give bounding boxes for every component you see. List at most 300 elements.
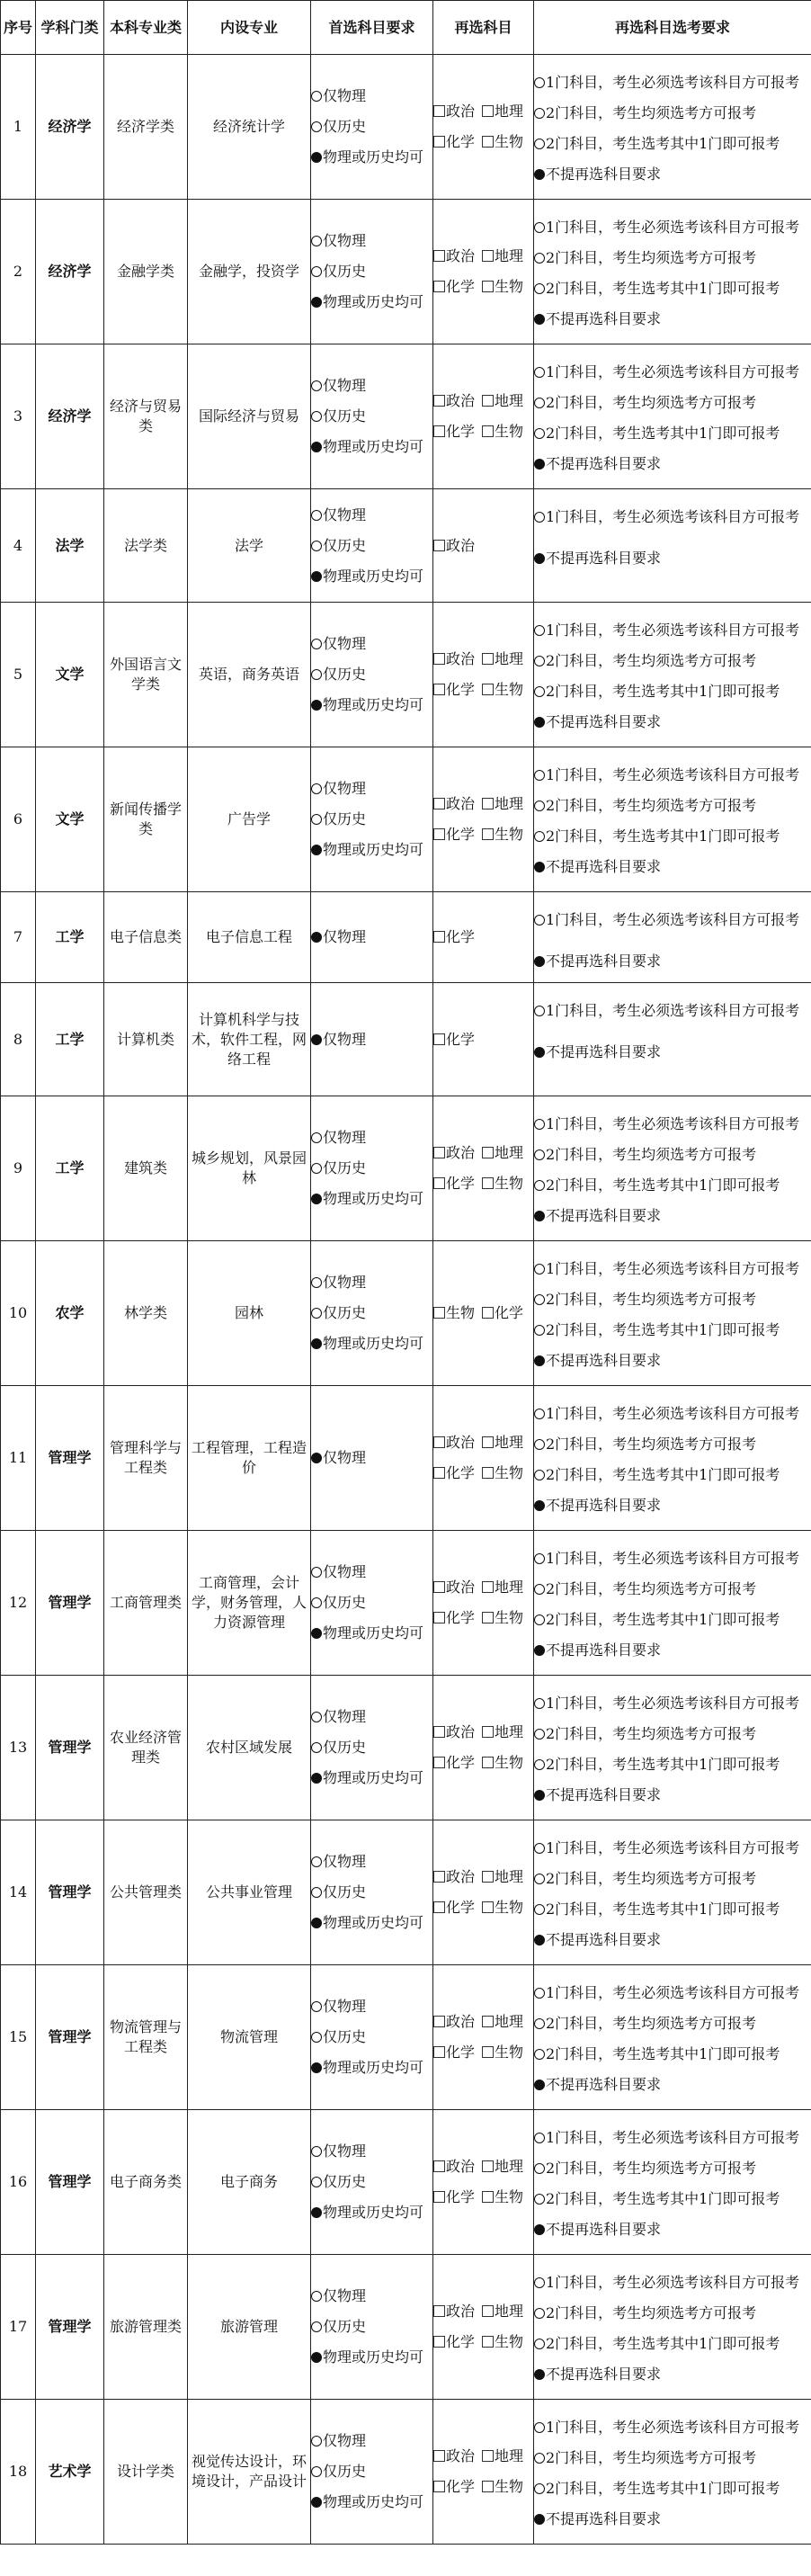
second-subject-option[interactable] [482,127,523,157]
checkbox-icon [433,2046,445,2058]
empty-circle-icon [534,1904,545,1915]
requirement-option[interactable] [534,449,811,479]
checkbox-icon [433,2450,445,2462]
requirement-option[interactable] [534,1833,811,1864]
requirement-option[interactable] [534,159,811,190]
second-subject-option[interactable] [433,2182,482,2213]
checkbox-icon [482,1307,494,1319]
second-subject-option[interactable] [482,2182,523,2213]
requirement-option[interactable] [534,2359,811,2390]
requirement-option[interactable] [534,1109,811,1140]
first-subject-option[interactable] [311,1267,432,1298]
requirement-option[interactable] [534,1170,811,1201]
category-cell: 农业经济管理类 [104,1676,188,1820]
row-index: 5 [1,603,36,747]
discipline-cell: 工学 [36,1096,104,1241]
second-subject-option[interactable] [433,416,482,447]
second-subject-option[interactable] [433,127,482,157]
requirement-option[interactable] [534,1460,811,1490]
first-subject-option[interactable] [311,2281,432,2312]
first-subject-option[interactable] [311,804,432,835]
second-requirement-cell [534,2255,811,2400]
first-subject-option[interactable] [311,690,432,720]
checkbox-icon [433,395,445,407]
requirement-option[interactable] [534,646,811,676]
requirement-option[interactable] [534,129,811,159]
requirement-option[interactable] [534,676,811,707]
requirement-option[interactable] [534,2473,811,2504]
second-subject-option[interactable] [482,2327,523,2357]
checkbox-icon [433,1177,445,1189]
checkbox-icon [482,1177,494,1189]
filled-circle-icon [534,553,545,564]
second-subject-option[interactable] [433,819,482,850]
second-subject-option[interactable] [482,2472,523,2502]
table-row [1,892,811,983]
requirement-option[interactable] [534,273,811,304]
first-subject-option[interactable] [311,1153,432,1184]
empty-circle-icon [534,1874,545,1884]
table-row [1,1820,811,1965]
first-subject-option[interactable] [311,1732,432,1763]
requirement-option[interactable] [534,1284,811,1315]
option-label: 仅历史 [323,1594,367,1611]
requirement-option[interactable] [534,1719,811,1749]
second-requirement-cell [534,1676,811,1820]
second-subject-option[interactable] [482,1458,523,1489]
second-subject-option[interactable] [433,2037,482,2068]
table-row [1,489,811,603]
second-subject-option[interactable] [433,1717,482,1748]
major-cell: 电子信息工程 [188,892,311,983]
row-index: 2 [1,200,36,344]
requirement-option[interactable] [534,357,811,388]
table-row [1,1241,811,1386]
second-subject-option[interactable] [482,416,523,447]
requirement-option[interactable] [534,946,811,977]
second-subject-line [433,1024,533,1055]
option-label: 地理 [495,1868,524,1885]
second-subject-option[interactable] [482,96,523,127]
first-subject-option[interactable] [311,2197,432,2228]
major-cell: 物流管理 [188,1965,311,2110]
second-subject-cell [433,2255,534,2400]
empty-circle-icon [534,656,545,666]
first-subject-option[interactable] [311,1991,432,2022]
second-subject-option[interactable] [482,1572,523,1603]
second-subject-cell [433,1820,534,1965]
second-subject-option[interactable] [482,2296,523,2327]
second-subject-option[interactable] [482,1862,523,1892]
second-subject-line [433,1427,533,1458]
discipline-cell: 管理学 [36,2110,104,2255]
option-label: 政治 [446,1434,476,1451]
second-subject-option[interactable] [433,2007,482,2037]
option-label: 化学 [446,826,476,843]
table-row [1,603,811,747]
requirement-option[interactable] [534,2008,811,2039]
requirement-option[interactable] [534,791,811,821]
first-subject-option[interactable] [311,287,432,318]
checkbox-icon [433,1726,445,1738]
second-subject-option[interactable] [433,1168,482,1199]
second-subject-option[interactable] [433,1458,482,1489]
second-subject-option[interactable] [433,1892,482,1923]
first-subject-option[interactable] [311,1298,432,1328]
option-label: 仅历史 [323,810,367,827]
second-subject-line [433,789,533,819]
requirement-option[interactable] [534,1490,811,1521]
empty-circle-icon [534,831,545,842]
requirement-option[interactable] [534,2267,811,2298]
second-subject-cell [433,983,534,1096]
first-subject-option[interactable] [311,659,432,690]
second-subject-option[interactable] [482,272,523,302]
option-label: 2门科目，考生均须选考方可报考 [546,2304,757,2321]
option-label: 地理 [495,2303,524,2320]
requirement-option[interactable] [534,760,811,791]
requirement-option[interactable] [534,1037,811,1068]
requirement-option[interactable] [534,2070,811,2100]
first-subject-option[interactable] [311,561,432,592]
option-label: 2门科目，考生均须选考方可报考 [546,1291,757,1308]
second-subject-option[interactable] [482,789,523,819]
requirement-option[interactable] [534,2039,811,2070]
filled-circle-icon [534,1211,545,1221]
filled-circle-icon [534,1645,545,1656]
requirement-option[interactable] [534,2123,811,2153]
first-subject-option[interactable] [311,1877,432,1908]
first-subject-option[interactable] [311,81,432,112]
first-subject-option[interactable] [311,1184,432,1214]
header-index: 序号 [1,1,36,55]
second-subject-cell [433,200,534,344]
second-subject-option[interactable] [433,1298,482,1328]
requirement-option[interactable] [534,2412,811,2443]
table-row [1,200,811,344]
requirement-option[interactable] [534,304,811,335]
first-subject-option[interactable] [311,112,432,142]
option-label: 2门科目，考生均须选考方可报考 [546,1146,757,1163]
first-subject-option[interactable] [311,922,432,953]
second-subject-option[interactable] [482,1138,523,1168]
filled-circle-icon [534,169,545,180]
first-subject-option[interactable] [311,432,432,462]
requirement-option[interactable] [534,1574,811,1605]
checkbox-icon [482,136,494,148]
requirement-option[interactable] [534,1688,811,1719]
first-subject-option[interactable] [311,1328,432,1359]
second-subject-option[interactable] [433,789,482,819]
row-index: 18 [1,2400,36,2545]
first-subject-option[interactable] [311,2426,432,2456]
option-label: 政治 [446,650,476,667]
discipline-cell: 文学 [36,603,104,747]
second-subject-option[interactable] [433,96,482,127]
filled-circle-icon [534,459,545,470]
second-subject-option[interactable] [433,675,482,705]
requirement-option[interactable] [534,821,811,852]
major-cell: 农村区域发展 [188,1676,311,1820]
second-subject-cell [433,489,534,603]
option-label: 生物 [495,423,524,440]
empty-circle-icon [534,139,545,149]
requirement-option[interactable] [534,2298,811,2329]
first-subject-option[interactable] [311,256,432,287]
first-subject-option[interactable] [311,1443,432,1473]
row-index: 3 [1,344,36,489]
header-row [1,1,811,55]
option-label: 2门科目，考生选考其中1门即可报考 [546,135,780,152]
second-subject-option[interactable] [482,1298,523,1328]
requirement-option[interactable] [534,67,811,98]
option-label: 1门科目，考生必须选考该科目方可报考 [546,2129,800,2146]
requirement-option[interactable] [534,2153,811,2184]
second-subject-option[interactable] [482,2007,523,2037]
second-subject-cell [433,603,534,747]
empty-circle-icon [534,1264,545,1275]
first-subject-cell [311,1531,433,1676]
requirement-option[interactable] [534,1201,811,1231]
requirement-option[interactable] [534,1864,811,1894]
first-subject-option[interactable] [311,1588,432,1618]
option-label: 物理或历史均可 [323,841,424,858]
checkbox-icon [482,2336,494,2348]
first-subject-option[interactable] [311,401,432,432]
empty-circle-icon [311,2001,322,2012]
second-subject-option[interactable] [433,2441,482,2472]
requirement-list [534,2110,811,2245]
discipline-cell: 管理学 [36,1531,104,1676]
first-subject-option[interactable] [311,2167,432,2197]
second-subject-option[interactable] [482,241,523,272]
first-subject-option[interactable] [311,371,432,401]
first-subject-option[interactable] [311,1763,432,1793]
first-subject-option[interactable] [311,2022,432,2053]
first-subject-cell [311,603,433,747]
requirement-option[interactable] [534,502,811,532]
empty-circle-icon [311,541,322,551]
second-subject-option[interactable] [433,1024,482,1055]
checkbox-icon [433,828,445,840]
second-subject-option[interactable] [482,1892,523,1923]
filled-circle-icon [311,442,322,452]
second-subject-option[interactable] [482,2441,523,2472]
first-subject-option[interactable] [311,2312,432,2342]
filled-circle-icon [534,862,545,872]
first-subject-option[interactable] [311,1702,432,1732]
filled-circle-icon [311,1918,322,1928]
checkbox-icon [482,684,494,695]
option-label: 化学 [446,2044,476,2061]
second-subject-line [433,2441,533,2472]
second-subject-option[interactable] [433,644,482,675]
first-subject-option[interactable] [311,629,432,659]
second-subject-option[interactable] [433,1748,482,1778]
empty-circle-icon [311,411,322,422]
first-subject-option[interactable] [311,226,432,256]
second-subject-option[interactable] [433,2151,482,2182]
row-index: 16 [1,2110,36,2255]
empty-circle-icon [534,2277,545,2288]
requirement-option[interactable] [534,1749,811,1780]
second-subject-option[interactable] [433,386,482,416]
requirement-option[interactable] [534,905,811,935]
requirement-option[interactable] [534,615,811,646]
second-subject-option[interactable] [433,1427,482,1458]
second-subject-cell [433,344,534,489]
second-subject-option[interactable] [482,2151,523,2182]
option-label: 2门科目，考生选考其中1门即可报考 [546,280,780,297]
option-label: 2门科目，考生均须选考方可报考 [546,1580,757,1597]
requirement-option[interactable] [534,243,811,273]
second-subject-line [433,2472,533,2502]
requirement-option[interactable] [534,1635,811,1666]
second-subject-option[interactable] [482,1603,523,1633]
requirement-option[interactable] [534,1925,811,1955]
requirement-option[interactable] [534,1140,811,1170]
option-label: 2门科目，考生选考其中1门即可报考 [546,2045,780,2062]
first-subject-option[interactable] [311,1618,432,1649]
second-subject-option[interactable] [433,1138,482,1168]
requirement-list [534,1386,811,1521]
requirement-option[interactable] [534,2214,811,2245]
second-subject-option[interactable] [433,1572,482,1603]
first-subject-option[interactable] [311,2342,432,2373]
empty-circle-icon [311,2146,322,2157]
checkbox-icon [482,1467,494,1479]
filled-circle-icon [534,1790,545,1801]
option-label: 不提再选科目要求 [546,455,662,472]
requirement-list [534,892,811,977]
first-subject-option[interactable] [311,1024,432,1055]
first-subject-option[interactable] [311,2487,432,2518]
first-subject-option[interactable] [311,1123,432,1153]
second-subject-line [433,819,533,850]
second-subject-cell [433,1241,534,1386]
requirement-option[interactable] [534,1315,811,1346]
checkbox-icon [482,395,494,407]
first-subject-option[interactable] [311,835,432,865]
second-subject-option[interactable] [433,1603,482,1633]
first-subject-option[interactable] [311,531,432,561]
second-subject-option[interactable] [433,531,482,561]
second-subject-option[interactable] [433,272,482,302]
requirement-option[interactable] [534,1894,811,1925]
requirement-option[interactable] [534,1429,811,1460]
requirement-option[interactable] [534,212,811,243]
checkbox-icon [482,1726,494,1738]
requirement-option[interactable] [534,2443,811,2473]
requirement-option[interactable] [534,388,811,418]
filled-circle-icon [534,2080,545,2090]
empty-circle-icon [534,1988,545,1999]
option-label: 仅历史 [323,263,367,280]
second-subject-option[interactable] [482,819,523,850]
second-subject-option[interactable] [433,1862,482,1892]
first-subject-option[interactable] [311,142,432,173]
empty-circle-icon [534,2339,545,2349]
empty-circle-icon [534,1409,545,1419]
requirement-option[interactable] [534,98,811,129]
requirement-option[interactable] [534,1254,811,1284]
empty-circle-icon [311,2321,322,2332]
requirement-option[interactable] [534,2504,811,2535]
requirement-option[interactable] [534,1543,811,1574]
requirement-list [534,1096,811,1231]
second-subject-option[interactable] [482,1427,523,1458]
second-subject-option[interactable] [433,2327,482,2357]
second-subject-line [433,2151,533,2182]
requirement-option[interactable] [534,1978,811,2008]
second-requirement-cell [534,983,811,1096]
first-subject-option[interactable] [311,2136,432,2167]
first-subject-option[interactable] [311,500,432,531]
option-label: 地理 [495,1723,524,1740]
table-row [1,55,811,200]
empty-circle-icon [311,1742,322,1753]
major-cell: 英语，商务英语 [188,603,311,747]
second-subject-option[interactable] [482,1748,523,1778]
option-label: 政治 [446,247,476,264]
checkbox-icon [433,1307,445,1319]
requirement-option[interactable] [534,543,811,574]
category-cell: 旅游管理类 [104,2255,188,2400]
category-cell: 外国语言文学类 [104,603,188,747]
second-subject-option[interactable] [482,644,523,675]
checkbox-icon [433,540,445,551]
requirement-option[interactable] [534,1605,811,1635]
category-cell: 电子信息类 [104,892,188,983]
second-subject-option[interactable] [433,922,482,953]
first-subject-option[interactable] [311,2053,432,2083]
row-index: 1 [1,55,36,200]
empty-circle-icon [311,814,322,825]
requirement-option[interactable] [534,1399,811,1429]
option-label: 2门科目，考生均须选考方可报考 [546,652,757,669]
requirement-option[interactable] [534,707,811,738]
row-index: 15 [1,1965,36,2110]
major-cell: 视觉传达设计，环境设计，产品设计 [188,2400,311,2545]
first-subject-option[interactable] [311,1557,432,1588]
second-subject-option[interactable] [433,2472,482,2502]
second-subject-option[interactable] [482,1717,523,1748]
requirement-option[interactable] [534,2329,811,2359]
requirement-option[interactable] [534,2184,811,2214]
empty-circle-icon [534,1325,545,1336]
second-subject-option[interactable] [482,386,523,416]
second-subject-line [433,1603,533,1633]
second-subject-option[interactable] [482,675,523,705]
option-label: 仅物理 [323,928,367,945]
first-subject-option[interactable] [311,2456,432,2487]
first-subject-option[interactable] [311,774,432,804]
requirement-option[interactable] [534,1346,811,1376]
second-subject-option[interactable] [433,241,482,272]
option-label: 仅历史 [323,2028,367,2045]
first-subject-option[interactable] [311,1847,432,1877]
table-row [1,1676,811,1820]
first-subject-option[interactable] [311,1908,432,1938]
second-subject-option[interactable] [433,2296,482,2327]
requirement-option[interactable] [534,1780,811,1811]
second-subject-option[interactable] [482,2037,523,2068]
requirement-option[interactable] [534,418,811,449]
requirement-option[interactable] [534,852,811,882]
filled-circle-icon [311,152,322,163]
second-subject-option[interactable] [482,1168,523,1199]
requirement-option[interactable] [534,996,811,1026]
